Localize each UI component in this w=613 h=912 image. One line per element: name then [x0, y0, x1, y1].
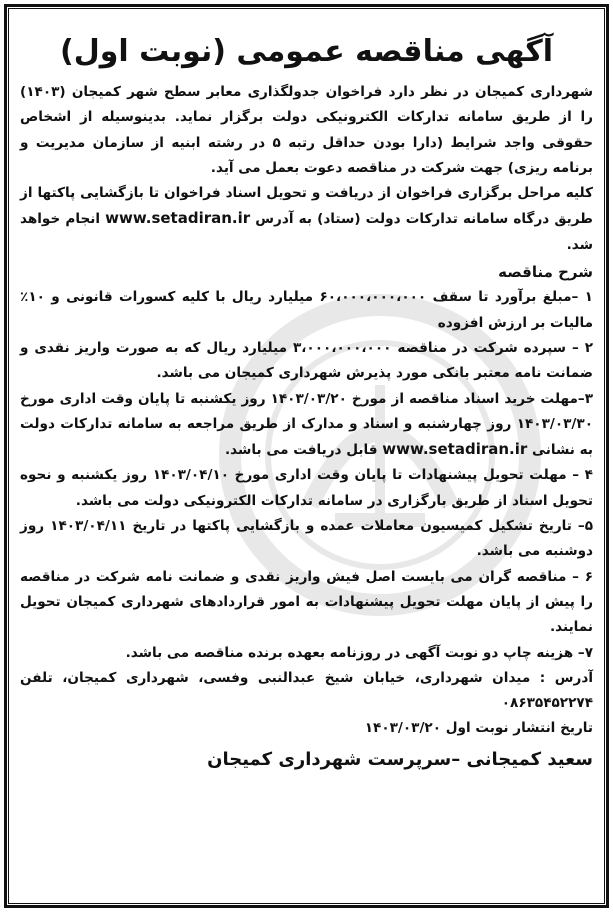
intro-paragraph: شهرداری کمیجان در نظر دارد فراخوان جدولگذاری معابر سطح شهر کمیجان (۱۴۰۳) را از طریق سامانه تدارکات الکترونیکی دولت برگزار نماید. بدینوسیله از اشخاص حقوقی واجد شرایط (دارا بودن حداقل رتبه ۵ در رشته ابنیه از سازمان مدیریت و برنامه ریزی) جهت شرکت در مناقصه دعوت بعمل می آید. — [20, 84, 593, 176]
procedure-text: کلیه مراحل برگزاری فراخوان از دریافت و تحویل اسناد فراخوان تا بازگشایی پاکتها از طریق درگاه سامانه تدارکات دولت (ستاد) به آدرس — [20, 185, 593, 228]
procedure-paragraph — [20, 181, 593, 258]
item-submission-deadline: ۴ – مهلت تحویل پیشنهادات تا پایان وقت اداری مورخ ۱۴۰۳/۰۴/۱۰ روز یکشنبه و نحوه تحویل اسناد از طریق بارگزاری در سامانه تدارکات الکترونیکی دولت می باشد. — [20, 467, 593, 509]
item-publication-cost: ۷– هزینه چاپ دو نوبت آگهی در روزنامه بعهده برنده مناقصه می باشد. — [125, 644, 593, 661]
section-title: شرح مناقصه — [498, 263, 593, 282]
procedure-text-end: انجام خواهد شد. — [20, 211, 593, 253]
item-opening-date: ۵– تاریخ تشکیل کمیسیون معاملات عمده و بازگشایی پاکتها در تاریخ ۱۴۰۳/۰۴/۱۱ روز دوشنبه می باشد. — [20, 518, 593, 560]
item-document-purchase — [20, 387, 593, 464]
item-deposit: ۲ – سپرده شرکت در مناقصه ۳،۰۰۰،۰۰۰،۰۰۰ میلیارد ریال که به صورت واریز نقدی و ضمانت نامه معتبر بانکی مورد پذیرش شهرداری کمیجان می باشد. — [20, 339, 593, 382]
publish-date: تاریخ انتشار نوبت اول ۱۴۰۳/۰۳/۲۰ — [364, 720, 593, 737]
item3-text-end: قابل دریافت می باشد. — [225, 442, 378, 459]
signature: سعید کمیجانی –سرپرست شهرداری کمیجان — [207, 748, 593, 770]
item-guarantee: ۶ – مناقصه گران می بایست اصل فیش واریز نقدی و ضمانت نامه شرکت در مناقصه را پیش از پایان مهلت تحویل پیشنهادات به امور قراردادهای شهرداری کمیجان تحویل نمایند. — [20, 568, 593, 636]
notice-title: آگهی مناقصه عمومی (نوبت اول) — [60, 34, 553, 69]
setad-url-link[interactable]: www.setadiran.ir — [105, 209, 251, 228]
item3-text: ۳–مهلت خرید اسناد مناقصه از مورخ ۱۴۰۳/۰۳/۲۰ روز یکشنبه تا پایان وقت اداری مورخ ۱۴۰۳/۰۳/۳۰ روز چهارشنبه و اسناد و مدارک از طریق مراجعه به سامانه تدارکات دولت به نشانی — [20, 390, 594, 459]
address: آدرس : میدان شهرداری، خیابان شیخ عبدالنبی وفسی، شهرداری کمیجان، تلفن ۰۸۶۳۵۴۵۲۲۷۴ — [20, 669, 593, 712]
notice-body — [20, 28, 593, 774]
item-estimate: ۱ –مبلغ برآورد تا سقف ۶۰،۰۰۰،۰۰۰،۰۰۰ میلیارد ریال با کلیه کسورات قانونی و ۱۰٪ مالیات بر ارزش افزوده — [20, 289, 593, 331]
setad-url-link-2[interactable]: www.setadiran.ir — [382, 440, 528, 459]
